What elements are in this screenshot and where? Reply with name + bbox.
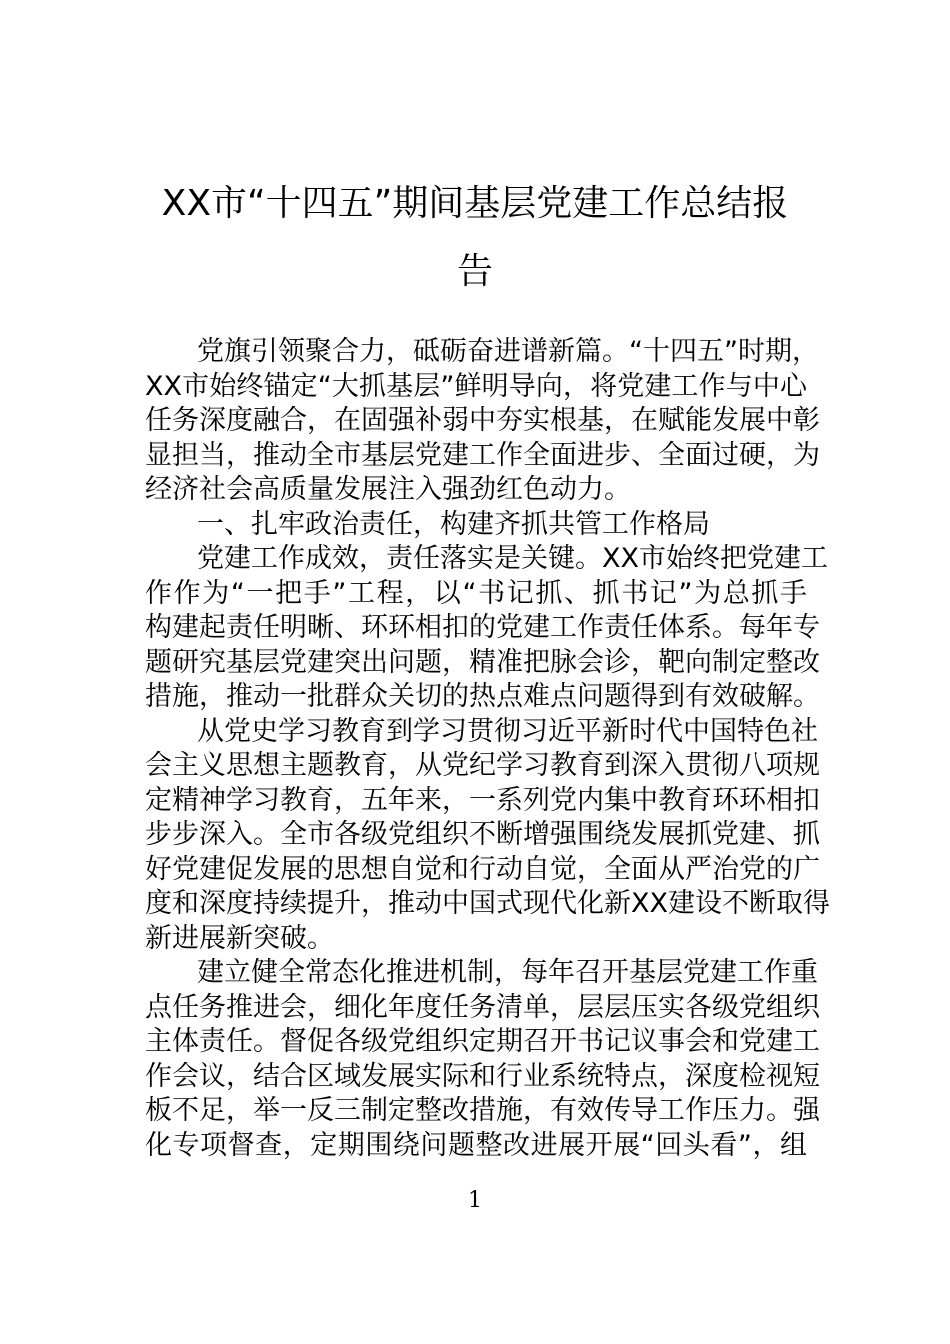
text-line: 显担当，推动全市基层党建工作全面进步、全面过硬，为 (145, 439, 820, 471)
text-line: 化专项督查，定期围绕问题整改进展开展“回头看”，组 (145, 1129, 807, 1161)
text-line: 经济社会高质量发展注入强劲红色动力。 (145, 474, 631, 505)
page-number: 1 (468, 1188, 482, 1213)
text-line: 从党史学习教育到学习贯彻习近平新时代中国特色社 (197, 715, 818, 747)
paragraph (145, 956, 820, 1163)
text-line: 作会议，结合区域发展实际和行业系统特点，深度检视短 (145, 1060, 820, 1092)
text-line: 板不足，举一反三制定整改措施，有效传导工作压力。强 (145, 1095, 820, 1126)
text-line: 一、扎牢政治责任，构建齐抓共管工作格局 (197, 508, 710, 540)
text-line: 会主义思想主题教育，从党纪学习教育到深入贯彻八项规 (145, 750, 820, 781)
text-line: 主体责任。督促各级党组织定期召开书记议事会和党建工 (145, 1026, 820, 1057)
text-line: 新进展新突破。 (145, 922, 334, 954)
text-line: 措施，推动一批群众关切的热点难点问题得到有效破解。 (145, 681, 820, 712)
text-line: 构建起责任明晰、环环相扣的党建工作责任体系。每年专 (145, 612, 820, 643)
text-line: 任务深度融合，在固强补弱中夯实根基，在赋能发展中彰 (145, 405, 820, 436)
text-line: 作作为“一把手”工程，以“书记抓、抓书记”为总抓手 (145, 577, 807, 609)
text-line: 题研究基层党建突出问题，精准把脉会诊，靶向制定整改 (145, 646, 820, 678)
text-line: 党旗引领聚合力，砥砺奋进谱新篇。“十四五”时期， (197, 336, 819, 367)
text-line: 点任务推进会，细化年度任务清单，层层压实各级党组织 (145, 991, 820, 1023)
text-line: 党建工作成效，责任落实是关键。XX市始终把党建工 (197, 543, 828, 574)
paragraph (145, 542, 828, 715)
text-line: XX市始终锚定“大抓基层”鲜明导向，将党建工作与中心 (145, 370, 807, 402)
text-line: 建立健全常态化推进机制，每年召开基层党建工作重 (197, 957, 818, 988)
text-line: 度和深度持续提升，推动中国式现代化新XX建设不断取得 (145, 888, 830, 919)
section-heading (145, 508, 807, 543)
paragraph (145, 715, 830, 957)
document-body (145, 335, 830, 1163)
text-line: 好党建促发展的思想自觉和行动自觉，全面从严治党的广 (145, 853, 820, 885)
text-line: 步步深入。全市各级党组织不断增强围绕发展抓党建、抓 (145, 819, 820, 850)
document-title-line2: 告 (456, 251, 493, 292)
paragraph (145, 335, 820, 508)
document-title-line1: XX市“十四五”期间基层党建工作总结报 (161, 183, 789, 224)
text-line: 定精神学习教育，五年来，一系列党内集中教育环环相扣 (145, 784, 820, 816)
